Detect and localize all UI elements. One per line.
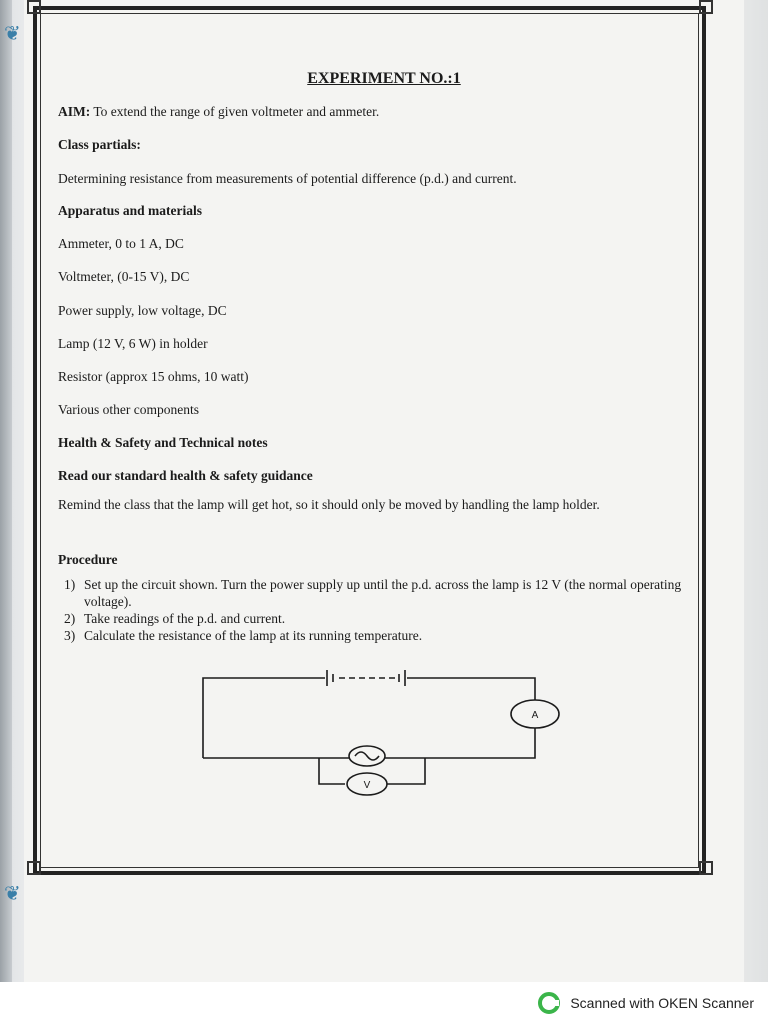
- ornament-bottom-left: ❦: [4, 883, 21, 905]
- border-corner-tl: [27, 0, 41, 14]
- wire-right-bottom: [427, 728, 535, 758]
- procedure-list: [64, 576, 684, 644]
- step-number: 2): [64, 611, 76, 626]
- apparatus-heading: Apparatus and materials: [58, 203, 203, 218]
- aim-line: [58, 104, 379, 120]
- voltmeter-label: V: [363, 780, 371, 791]
- procedure-step: [64, 610, 684, 627]
- aim-text: To extend the range of given voltmeter and ammeter.: [90, 104, 380, 119]
- ammeter-label: A: [531, 710, 539, 721]
- class-partials-heading: Class partials:: [58, 137, 141, 152]
- experiment-title: EXPERIMENT NO.:1: [307, 70, 461, 87]
- safety-text: Remind the class that the lamp will get hot, so it should only be moved by handling the lamp holder.: [58, 497, 600, 512]
- binding-edge: [0, 0, 12, 982]
- apparatus-item: Ammeter, 0 to 1 A, DC: [58, 236, 184, 251]
- wire-right-top: [407, 678, 535, 700]
- apparatus-item: Power supply, low voltage, DC: [58, 303, 227, 318]
- voltmeter-branch-right: [387, 758, 425, 784]
- apparatus-item: Resistor (approx 15 ohms, 10 watt): [58, 369, 249, 384]
- border-corner-br: [699, 861, 713, 875]
- step-number: 3): [64, 628, 76, 643]
- scanner-text: Scanned with OKEN Scanner: [570, 995, 754, 1011]
- oken-logo-icon: [538, 992, 560, 1014]
- procedure-heading: Procedure: [58, 552, 118, 567]
- scanner-brand: [538, 992, 754, 1014]
- step-text: Calculate the resistance of the lamp at its running temperature.: [84, 628, 423, 643]
- apparatus-item: Lamp (12 V, 6 W) in holder: [58, 336, 208, 351]
- lamp-filament: [355, 752, 379, 760]
- safety-heading: Health & Safety and Technical notes: [58, 435, 268, 450]
- circuit-diagram: [195, 660, 575, 800]
- class-partials-text: Determining resistance from measurements of potential difference (p.d.) and current.: [58, 171, 517, 186]
- procedure-step: [64, 627, 684, 644]
- border-corner-tr: [699, 0, 713, 14]
- scanner-footer: [0, 982, 768, 1024]
- safety-subheading: Read our standard health & safety guidance: [58, 468, 313, 483]
- procedure-step: [64, 576, 684, 610]
- apparatus-item: Various other components: [58, 402, 199, 417]
- apparatus-item: Voltmeter, (0-15 V), DC: [58, 269, 190, 284]
- ornament-top-left: ❦: [4, 23, 21, 45]
- step-number: 1): [64, 577, 76, 592]
- voltmeter-branch-left: [319, 758, 345, 784]
- step-text: Set up the circuit shown. Turn the power supply up until the p.d. across the lamp is 12 V (the normal operating voltage).: [84, 577, 682, 609]
- aim-label: AIM:: [58, 104, 91, 119]
- border-corner-bl: [27, 861, 41, 875]
- step-text: Take readings of the p.d. and current.: [84, 611, 286, 626]
- wire-left: [203, 678, 325, 758]
